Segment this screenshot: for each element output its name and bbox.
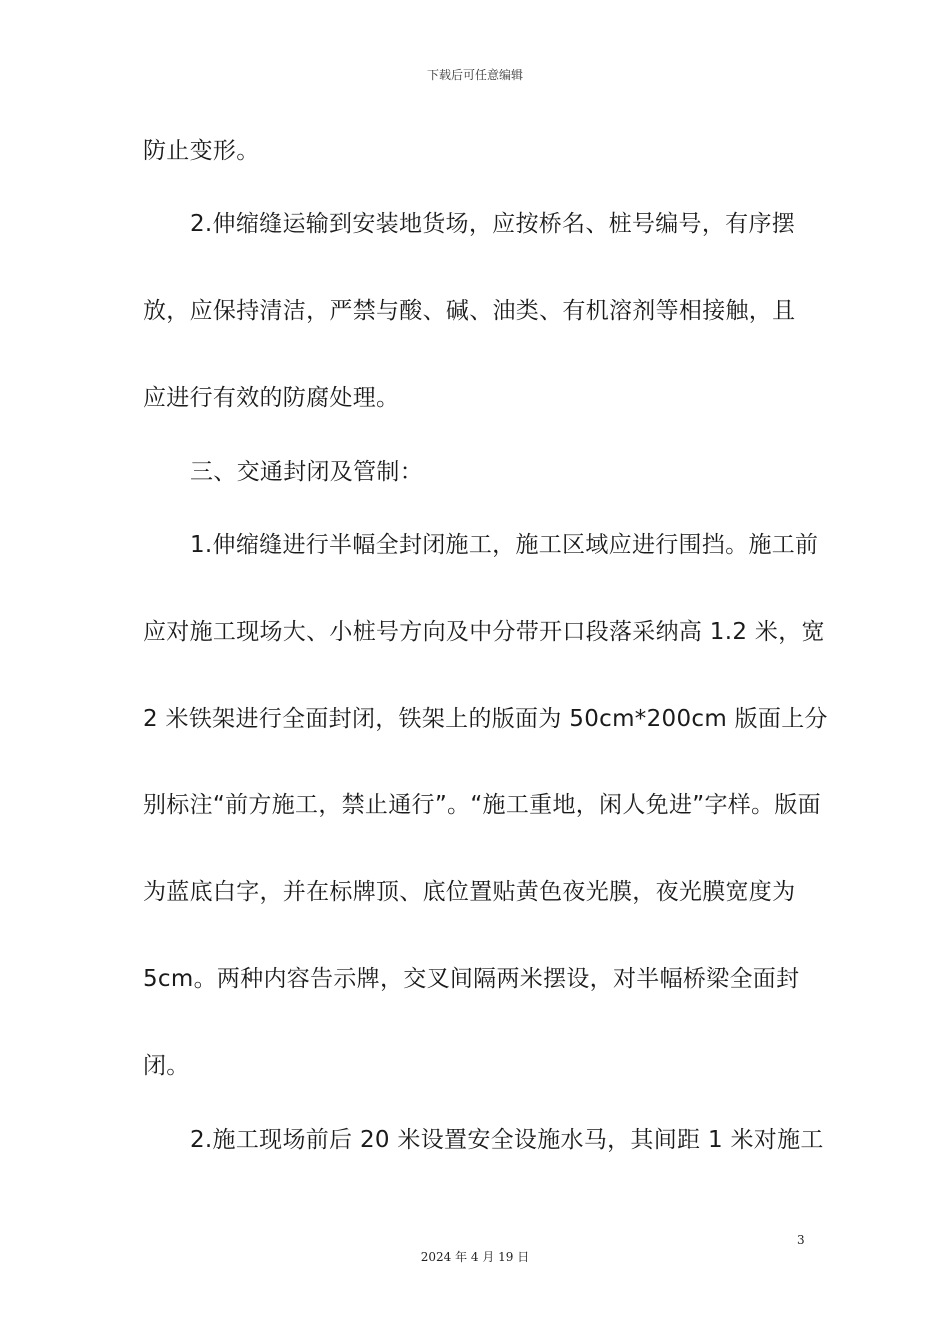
body-line-2: 2.伸缩缝运输到安装地货场，应按桥名、桩号编号，有序摆 [190,211,796,237]
body-line-9: 别标注“前方施工，禁止通行”。“施工重地，闲人免进”字样。版面 [143,792,821,818]
body-line-4: 应进行有效的防腐处理。 [143,385,400,411]
body-line-8: 2 米铁架进行全面封闭，铁架上的版面为 50cm*200cm 版面上分 [143,706,828,732]
section-heading-traffic-control: 三、交通封闭及管制： [190,459,423,485]
body-line-1: 防止变形。 [143,138,260,164]
body-line-10: 为蓝底白字，并在标牌顶、底位置贴黄色夜光膜，夜光膜宽度为 [143,879,796,905]
page-header: 下载后可任意编辑 [426,68,523,82]
footer-date: 2024 年 4 月 19 日 [420,1250,530,1264]
body-line-13: 2.施工现场前后 20 米设置安全设施水马，其间距 1 米对施工 [190,1127,824,1153]
page-number: 3 [797,1233,805,1247]
body-line-6: 1.伸缩缝进行半幅全封闭施工，施工区域应进行围挡。施工前 [190,532,819,558]
body-line-3: 放，应保持清洁，严禁与酸、碱、油类、有机溶剂等相接触，且 [143,298,796,324]
body-line-12: 闭。 [143,1053,190,1079]
body-line-11: 5cm。两种内容告示牌，交叉间隔两米摆设，对半幅桥梁全面封 [143,966,800,992]
body-line-7: 应对施工现场大、小桩号方向及中分带开口段落采纳高 1.2 米，宽 [143,619,825,645]
